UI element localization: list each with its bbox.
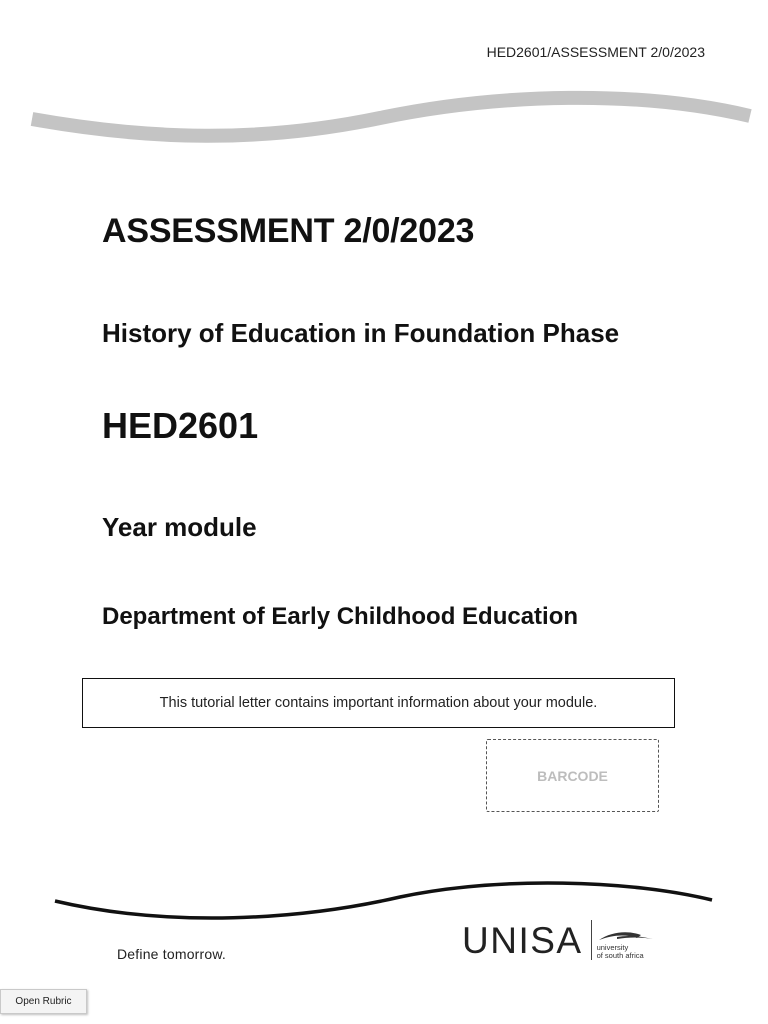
document-reference: HED2601/ASSESSMENT 2/0/2023 [486,44,705,60]
logo-line-2: of south africa [596,951,644,960]
notice-box [82,678,675,728]
notice-text: This tutorial letter contains important information about your module. [159,695,598,711]
footer-tagline: Define tomorrow. [117,946,227,962]
department-name: Department of Early Childhood Education [102,603,579,630]
decorative-gray-wave [0,78,768,158]
module-name: History of Education in Foundation Phase [102,318,620,348]
logo-divider [591,920,592,960]
module-code: HED2601 [102,405,259,446]
unisa-logo [462,920,655,960]
logo-line-1: university [596,943,629,952]
barcode-label: BARCODE [537,767,608,784]
module-period: Year module [102,512,257,542]
logo-wordmark: UNISA [462,919,583,961]
logo-subtitle [597,920,655,960]
barcode-placeholder [486,739,659,812]
unisa-bird-icon [597,929,655,943]
page-title: ASSESSMENT 2/0/2023 [102,212,475,250]
open-rubric-button[interactable]: Open Rubric [0,989,87,1014]
